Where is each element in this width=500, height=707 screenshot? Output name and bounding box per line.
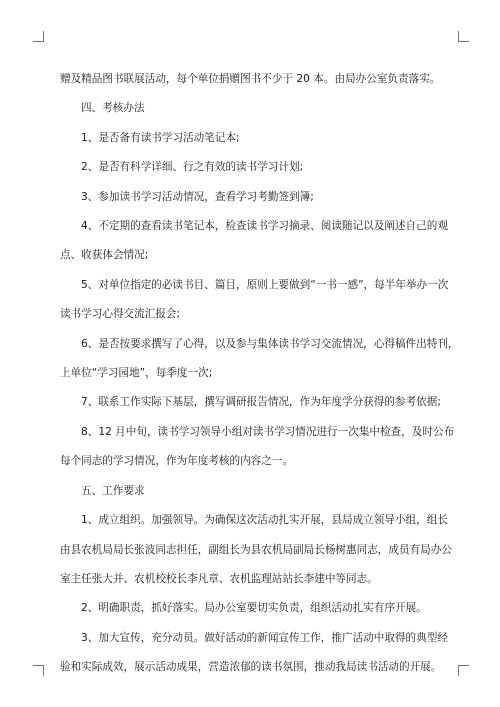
document-body bbox=[60, 65, 459, 683]
text-line: 验和实际成效，展示活动成果，营造浓郁的读书氛围，推动我局读书活动的开展。 bbox=[60, 661, 442, 674]
text-line: 每个同志的学习情况，作为年度考核的内容之一。 bbox=[60, 455, 294, 468]
text-line: 上单位“学习园地”，每季度一次; bbox=[60, 367, 213, 380]
crop-mark-top-right bbox=[458, 31, 469, 42]
text-line: 读书学习心得交流汇报会; bbox=[60, 308, 181, 321]
text-line: 由县农机局局长张波同志担任，副组长为县农机局副局长杨树惠同志，成员有局办公 bbox=[60, 543, 452, 556]
list-item: 8、12 月中旬，读书学习领导小组对读书学习情况进行一次集中检查，及时公布 bbox=[81, 425, 455, 438]
section-heading: 五、工作要求 bbox=[81, 484, 145, 497]
text-line: 点、收获体会情况; bbox=[60, 249, 149, 262]
list-item: 2、明确职责，抓好落实。局办公室要切实负责，组织活动扎实有序开展。 bbox=[81, 602, 427, 615]
list-item: 5、对单位指定的必读书目、篇目，原则上要做到“一书一感”，每半年举办一次 bbox=[81, 278, 449, 291]
crop-mark-top-left bbox=[33, 31, 44, 42]
text-line: 室主任张大并、农机校校长李凡章、农机监理站站长李建中等同志。 bbox=[60, 572, 378, 585]
list-item: 2、是否有科学详细、行之有效的读书学习计划; bbox=[81, 161, 304, 174]
list-item: 7、联系工作实际下基层，撰写调研报告情况，作为年度学分获得的参考依据; bbox=[81, 396, 441, 409]
list-item: 1、是否备有读书学习活动笔记本; bbox=[81, 131, 240, 144]
list-item: 1、成立组织。加强领导。为确保这次活动扎实开展，县局成立领导小组，组长 bbox=[81, 514, 448, 527]
list-item: 4、不定期的查看读书笔记本，检查读书学习摘录、阅读随记以及阐述自己的观 bbox=[81, 220, 448, 233]
list-item: 3、参加读书学习活动情况，查看学习考勤签到簿; bbox=[81, 190, 314, 203]
crop-mark-bottom-right bbox=[458, 665, 469, 676]
section-heading: 四、考核办法 bbox=[81, 102, 145, 115]
list-item: 6、是否按要求撰写了心得，以及参与集体读书学习交流情况，心得稿件出特刊， bbox=[81, 337, 459, 350]
text-line: 赠及精品图书联展活动，每个单位捐赠图书不少于 20 本。由局办公室负责落实。 bbox=[60, 73, 441, 85]
crop-mark-bottom-left bbox=[33, 665, 44, 676]
list-item: 3、加大宣传，充分动员。做好活动的新闻宣传工作，推广活动中取得的典型经 bbox=[81, 631, 448, 644]
